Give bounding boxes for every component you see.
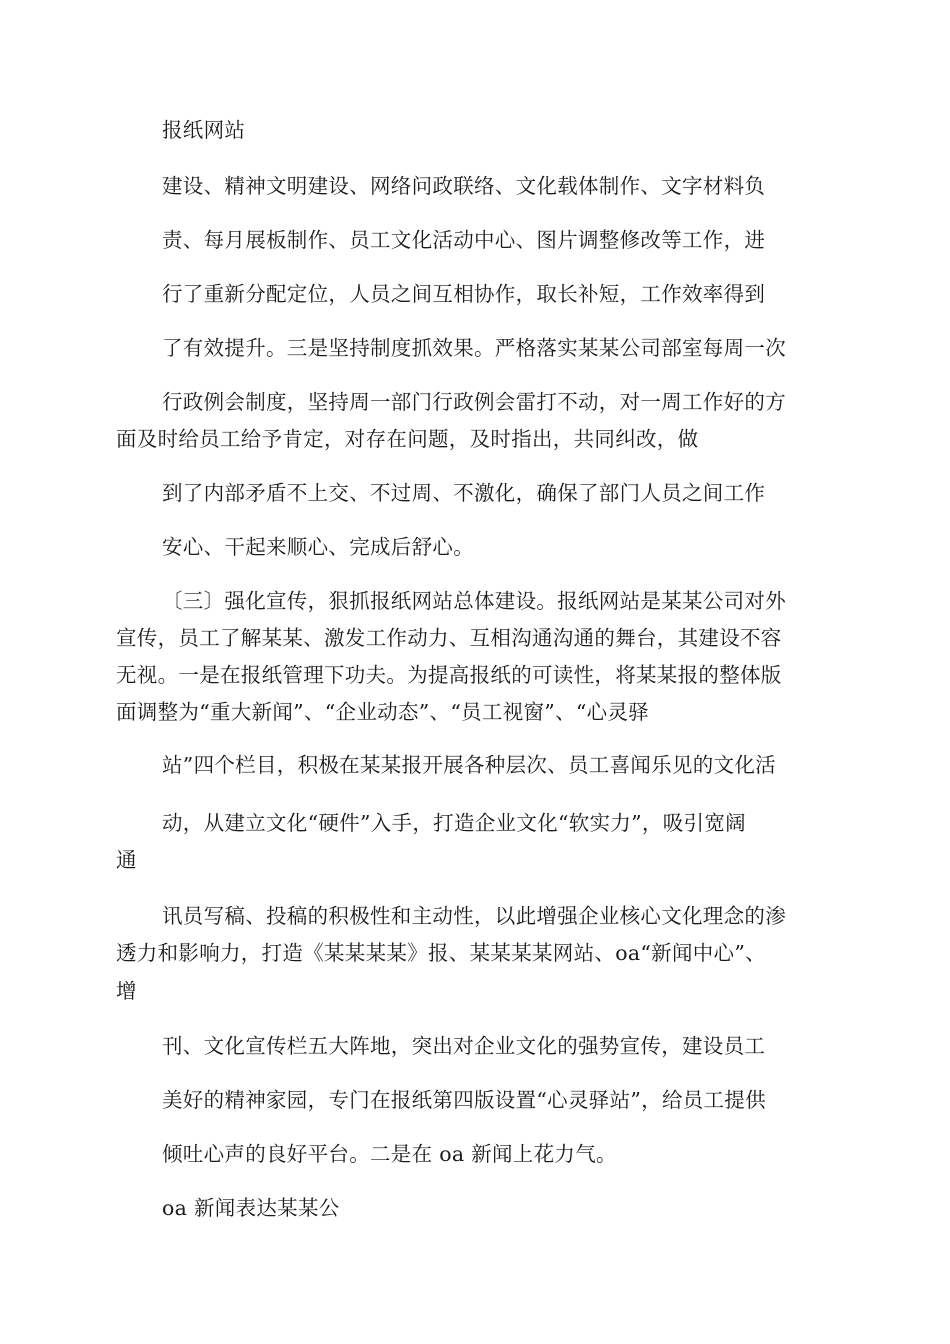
text-line-3: 责、每月展板制作、员工文化活动中心、图片调整修改等工作，进 — [162, 228, 766, 252]
text-line-5: 了有效提升。三是坚持制度抓效果。严格落实某某公司部室每周一次 — [162, 336, 786, 360]
text-line-6: 行政例会制度，坚持周一部门行政例会雷打不动，对一周工作好的方 — [162, 390, 786, 414]
text-line-12: 无视。一是在报纸管理下功夫。为提高报纸的可读性，将某某报的整体版 — [116, 663, 782, 687]
text-line-9: 安心、干起来顺心、完成后舒心。 — [162, 535, 474, 559]
text-line-20: 刊、文化宣传栏五大阵地，突出对企业文化的强势宣传，建设员工 — [162, 1034, 766, 1058]
text-line-18: 透力和影响力，打造《某某某某》报、某某某某网站、oa“新闻中心”、 — [116, 941, 766, 965]
text-line-17: 讯员写稿、投稿的积极性和主动性，以此增强企业核心文化理念的渗 — [162, 904, 786, 928]
text-line-14: 站”四个栏目，积极在某某报开展各种层次、员工喜闻乐见的文化活 — [162, 753, 776, 777]
section-heading-line: 〔三〕强化宣传，狠抓报纸网站总体建设。报纸网站是某某公司对外 — [162, 589, 786, 613]
text-line-19: 增 — [116, 979, 137, 1003]
text-line-4: 行了重新分配定位，人员之间互相协作，取长补短，工作效率得到 — [162, 282, 766, 306]
text-line-21: 美好的精神家园，专门在报纸第四版设置“心灵驿站”，给员工提供 — [162, 1088, 766, 1112]
text-line-11: 宣传，员工了解某某、激发工作动力、互相沟通沟通的舞台，其建设不容 — [116, 626, 782, 650]
text-line-22: 倾吐心声的良好平台。二是在 oa 新闻上花力气。 — [162, 1142, 617, 1166]
text-line-8: 到了内部矛盾不上交、不过周、不激化，确保了部门人员之间工作 — [162, 481, 766, 505]
text-line-13: 面调整为“重大新闻”、“企业动态”、“员工视窗”、“心灵驿 — [116, 700, 650, 724]
text-line-16: 通 — [116, 848, 137, 872]
text-line-2: 建设、精神文明建设、网络问政联络、文化载体制作、文字材料负 — [162, 174, 766, 198]
text-line-1: 报纸网站 — [162, 118, 246, 142]
text-line-23: oa 新闻表达某某公 — [162, 1196, 340, 1220]
text-line-15: 动，从建立文化“硬件”入手，打造企业文化“软实力”，吸引宽阔 — [162, 811, 746, 835]
text-line-7: 面及时给员工给予肯定，对存在问题，及时指出，共同纠改，做 — [116, 427, 699, 451]
